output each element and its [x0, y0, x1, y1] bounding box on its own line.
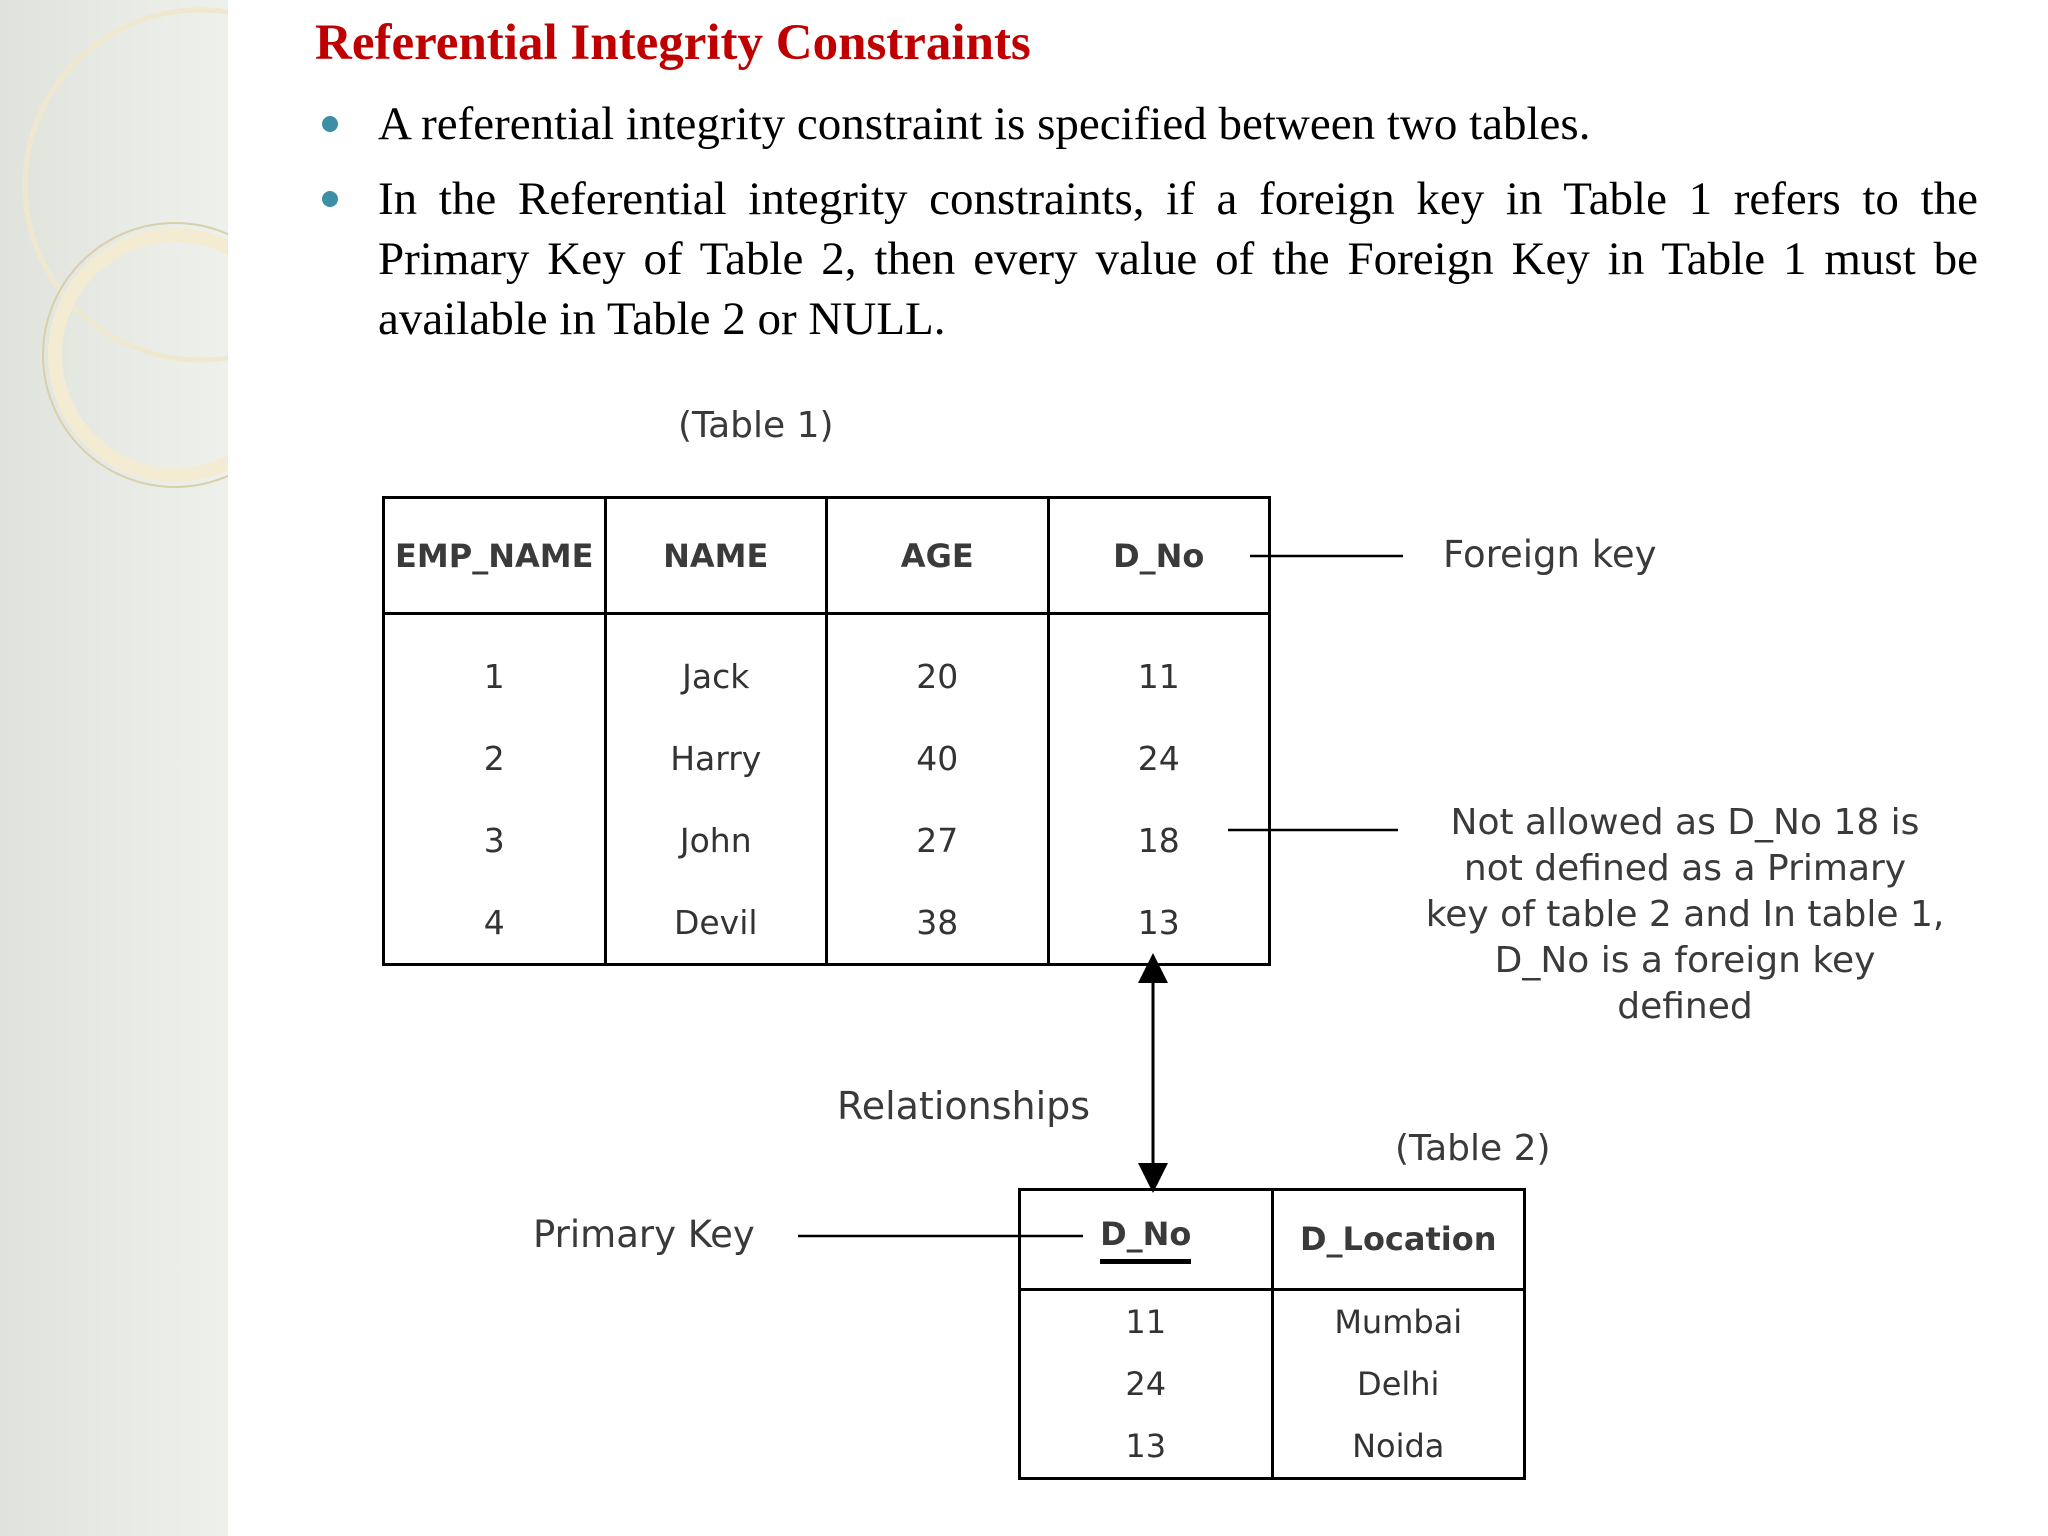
table-cell: 3	[384, 799, 606, 881]
table-cell: Mumbai	[1272, 1289, 1525, 1353]
table-cell: Noida	[1272, 1415, 1525, 1479]
column-header: D_Location	[1272, 1190, 1525, 1290]
bullet-text: In the Referential integrity constraints, if a foreign key in Table 1 refers to the Primary Key of Table 2, then every value of the Foreign Key in Table 1 must be available in Table 2 or NULL.	[378, 173, 1978, 345]
foreign-key-label: Foreign key	[1443, 533, 1657, 576]
column-header: D_No	[1048, 498, 1270, 614]
table-cell: 1	[384, 614, 606, 718]
table-cell: 40	[827, 717, 1049, 799]
table-cell: 24	[1048, 717, 1270, 799]
table-cell: 11	[1020, 1289, 1273, 1353]
table-cell: Jack	[605, 614, 827, 718]
table-cell: Devil	[605, 881, 827, 965]
slide-title: Referential Integrity Constraints	[315, 15, 1031, 71]
table-cell: 20	[827, 614, 1049, 718]
table-cell: 38	[827, 881, 1049, 965]
table-2	[1018, 1188, 1526, 1480]
note-line: not defined as a Primary	[1463, 848, 1907, 889]
table-cell: 27	[827, 799, 1049, 881]
column-header: EMP_NAME	[384, 498, 606, 614]
table-cell: 2	[384, 717, 606, 799]
note-line: defined	[1617, 986, 1753, 1027]
table-cell: 11	[1048, 614, 1270, 718]
table-row	[1020, 1289, 1525, 1353]
table2-caption: (Table 2)	[1395, 1128, 1551, 1169]
not-allowed-note	[1395, 800, 1975, 1030]
note-line: key of table 2 and In table 1,	[1425, 894, 1945, 935]
table-row	[1020, 1415, 1525, 1479]
primary-key-header: D_No	[1100, 1215, 1191, 1264]
column-header	[1020, 1190, 1273, 1290]
table-cell: 4	[384, 881, 606, 965]
relationships-label: Relationships	[837, 1084, 1091, 1128]
table-header-row	[1020, 1190, 1525, 1290]
note-line: D_No is a foreign key	[1494, 940, 1876, 981]
primary-key-label: Primary Key	[533, 1213, 755, 1256]
column-header: AGE	[827, 498, 1049, 614]
column-header: NAME	[605, 498, 827, 614]
table-cell: Delhi	[1272, 1353, 1525, 1415]
table-row	[1020, 1353, 1525, 1415]
table-cell: Harry	[605, 717, 827, 799]
table-cell: 13	[1020, 1415, 1273, 1479]
table-cell: 18	[1048, 799, 1270, 881]
note-line: Not allowed as D_No 18 is	[1450, 802, 1920, 843]
table-cell: 24	[1020, 1353, 1273, 1415]
table1-caption: (Table 1)	[678, 405, 834, 446]
table-cell: John	[605, 799, 827, 881]
bullet-text: A referential integrity constraint is specified between two tables.	[378, 98, 1591, 150]
table-cell: 13	[1048, 881, 1270, 965]
